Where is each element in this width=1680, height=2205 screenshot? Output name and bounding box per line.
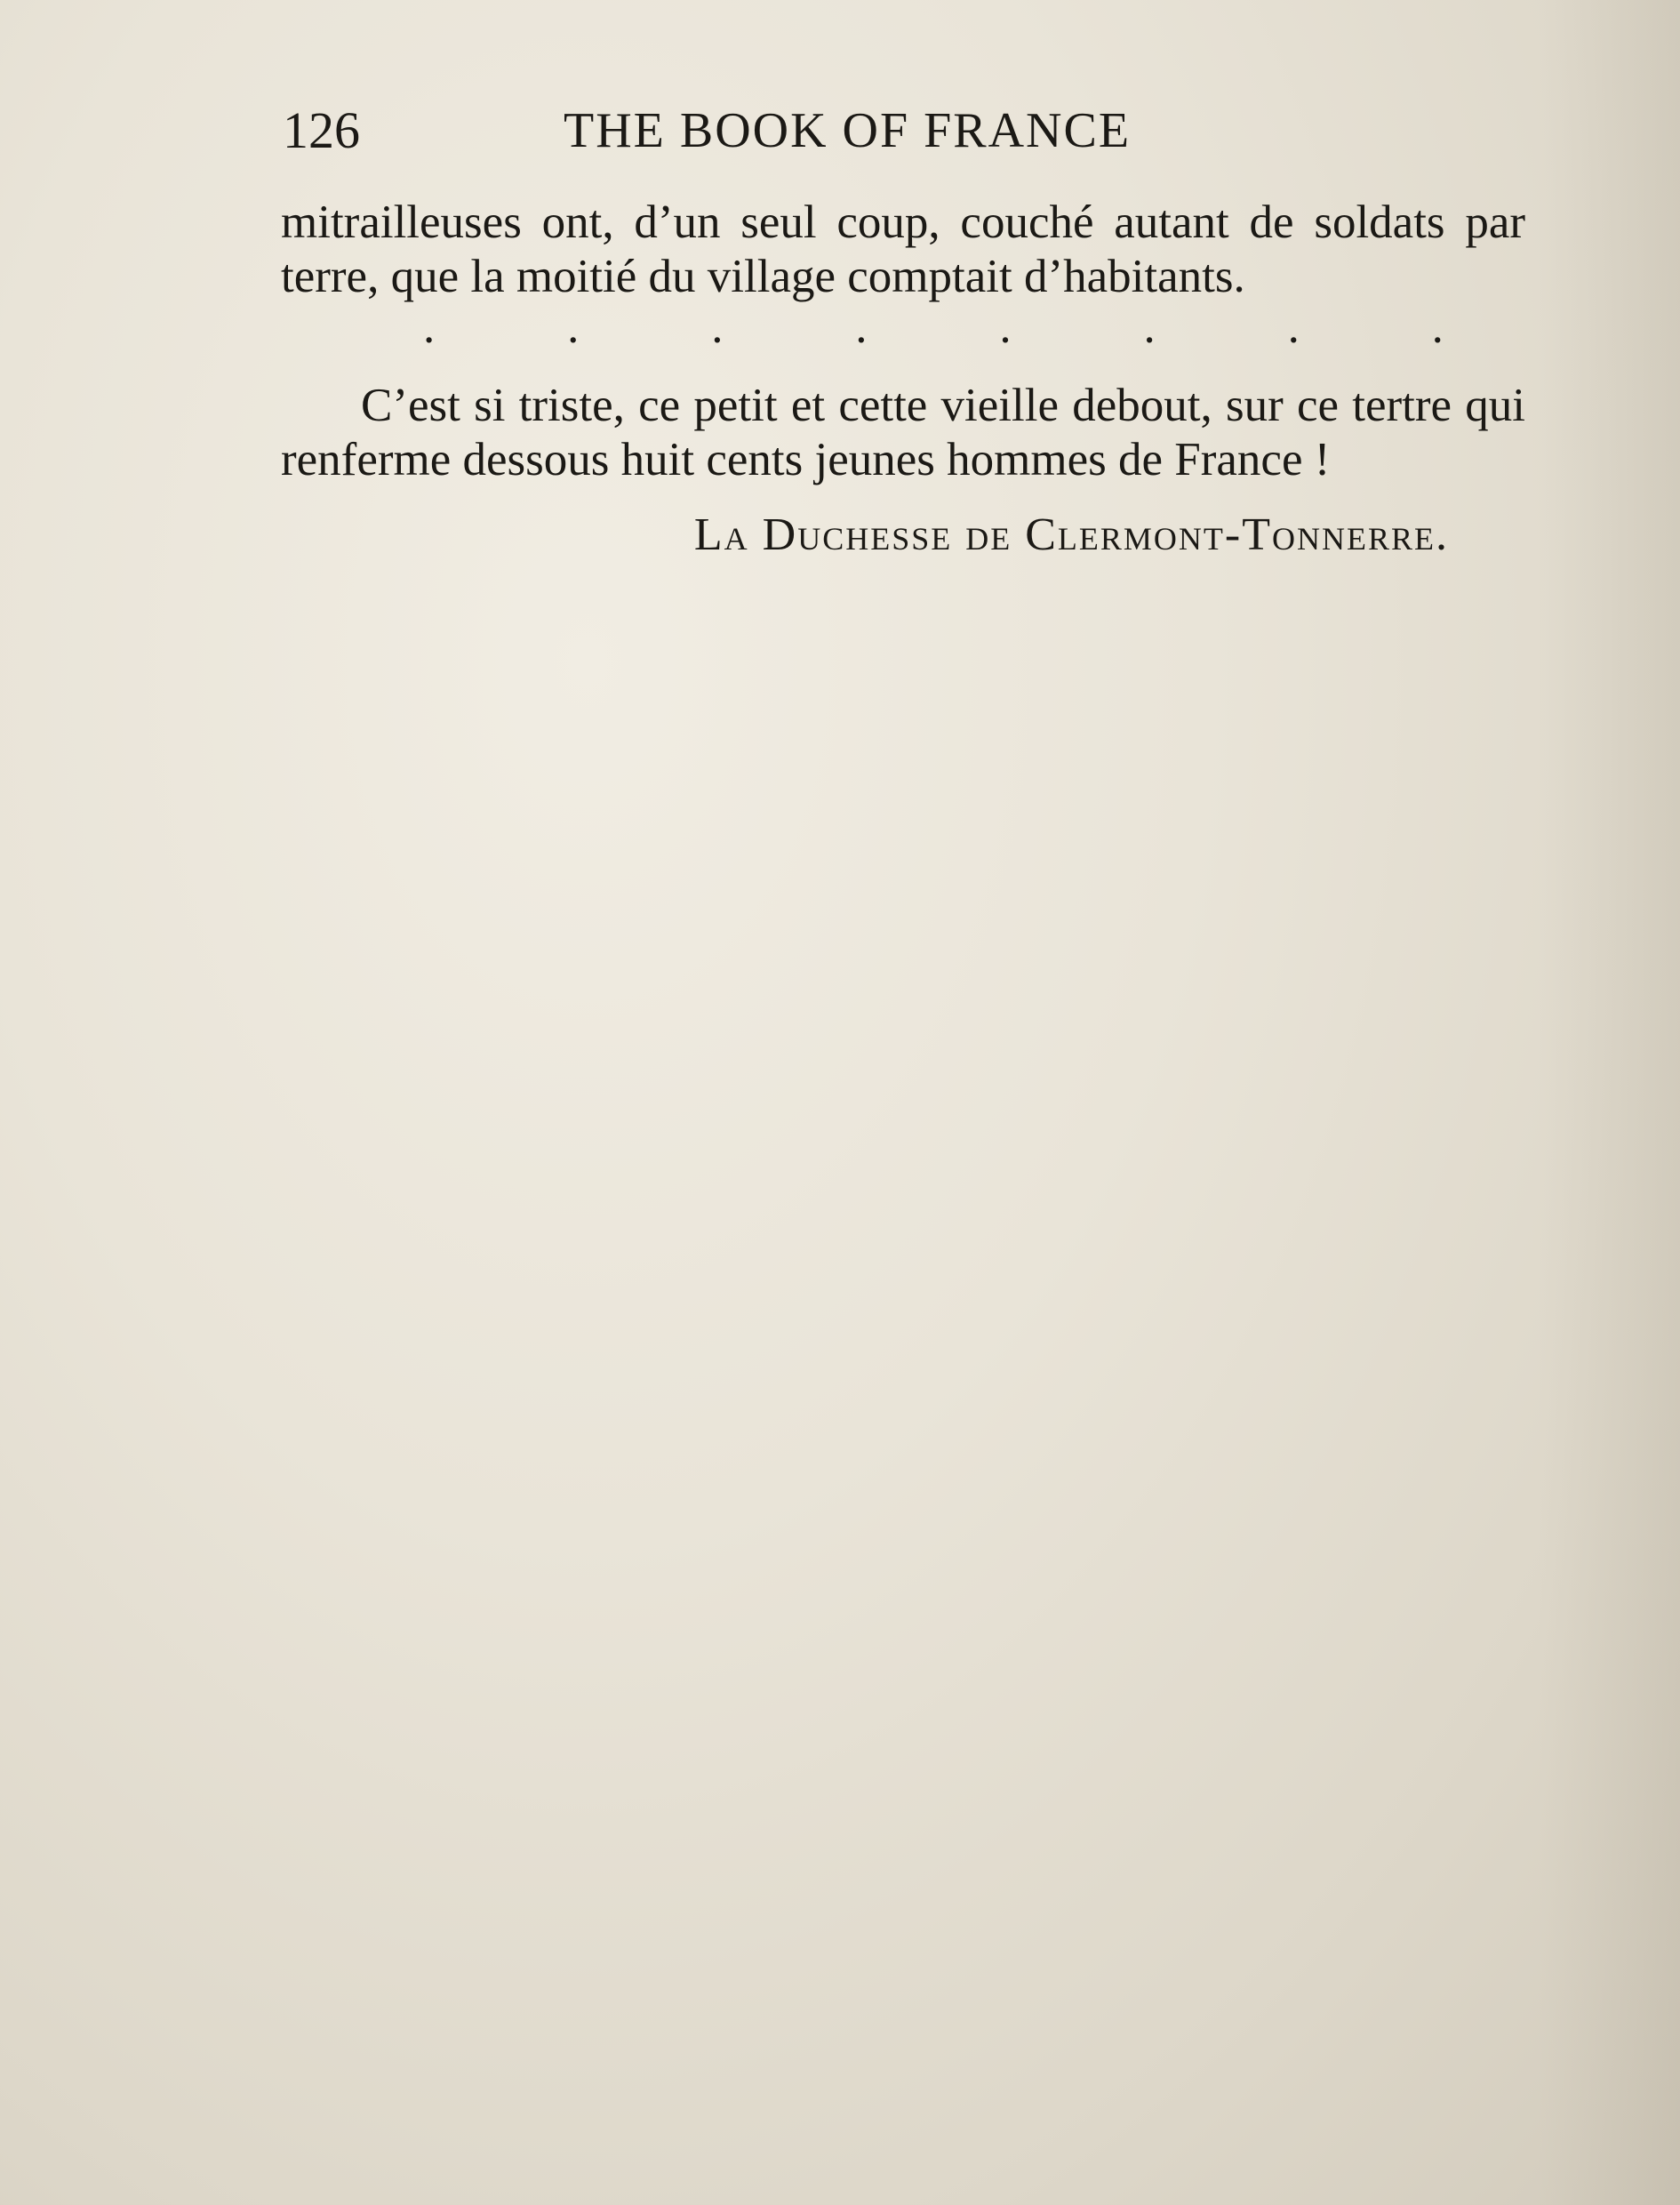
ellipsis-dot: .	[999, 301, 1012, 353]
ellipsis-dot: .	[855, 301, 868, 353]
ellipsis-dot: .	[711, 301, 724, 353]
paragraph-continued: mitrailleuses ont, d’un seul coup, couché autant de soldats par terre, que la moitié du village comptait d’habitants.	[281, 196, 1525, 302]
page-edge-shadow	[1538, 0, 1680, 2205]
ellipsis-dot: .	[1431, 301, 1444, 353]
section-break-dots	[281, 301, 1525, 361]
running-head	[283, 100, 1260, 162]
ellipsis-dot: .	[423, 301, 436, 353]
author-signature: La Duchesse de Clermont-Tonnerre.	[693, 509, 1449, 560]
paragraph-closing: C’est si triste, ce petit et cette vieille debout, sur ce tertre qui renferme dessous huit cents jeunes hommes de France !	[281, 380, 1525, 485]
book-title: THE BOOK OF FRANCE	[564, 103, 1132, 158]
body-text	[281, 196, 1525, 564]
ellipsis-dot: .	[567, 301, 580, 353]
ellipsis-dot: .	[1287, 301, 1300, 353]
ellipsis-dot: .	[1143, 301, 1156, 353]
page-number: 126	[283, 101, 360, 159]
